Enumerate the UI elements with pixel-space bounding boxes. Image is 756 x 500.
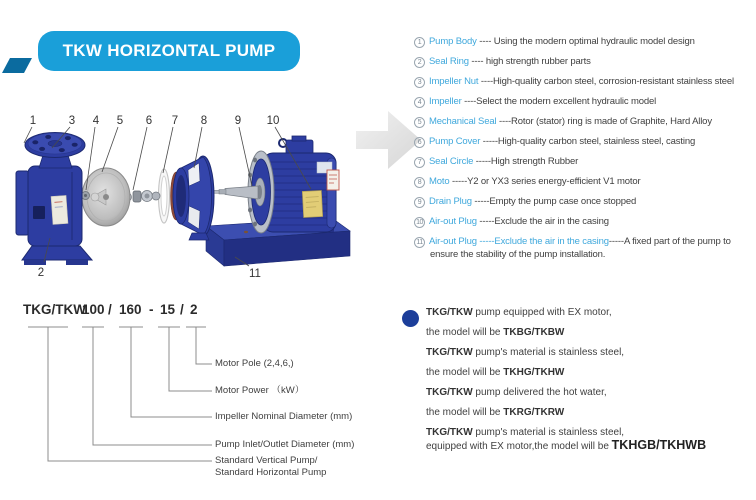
- callout-7: 7: [171, 115, 179, 127]
- part-desc: ----High-quality carbon steel, corrosion-resistant stainless steel: [478, 76, 734, 87]
- right-arrow-icon: [356, 111, 421, 169]
- variant-line: the model will be TKRG/TKRW: [426, 407, 565, 418]
- variant-line: the model will be TKBG/TKBW: [426, 327, 565, 338]
- part-term: Pump Cover: [429, 136, 481, 147]
- part-list-item: [414, 176, 752, 189]
- part-desc: ----Select the modern excellent hydraulic model: [461, 96, 657, 107]
- part-number-badge: 2: [414, 57, 425, 68]
- callout-2: 2: [37, 267, 45, 279]
- impeller-nut: [82, 192, 90, 200]
- motor: [248, 136, 339, 233]
- part-term: Seal Circle: [429, 156, 474, 167]
- part-term: Air-out Plug -----Exclude the air in the casing: [429, 236, 609, 247]
- variant-line: TKG/TKW pump's material is stainless steel,: [426, 427, 625, 438]
- part-list-item: [414, 76, 752, 89]
- part-term: Mechanical Seal: [429, 116, 497, 127]
- callout-4: 4: [92, 115, 100, 127]
- model-label-standard-vert: Standard Vertical Pump/: [215, 455, 318, 466]
- model-token-sep3: /: [180, 302, 184, 317]
- part-list-item: [414, 36, 752, 49]
- callout-11: 11: [249, 268, 261, 280]
- pump-cover: [171, 156, 215, 240]
- model-token-inlet: 100: [82, 302, 105, 317]
- part-list-item: [414, 236, 752, 261]
- model-token-pole: 2: [190, 302, 198, 317]
- part-term: Drain Plug: [429, 196, 472, 207]
- part-desc: ---- Using the modern optimal hydraulic model design: [476, 36, 695, 47]
- part-desc: -----High strength Rubber: [473, 156, 579, 167]
- model-token-sep2: -: [149, 302, 154, 317]
- part-list-item: [414, 136, 752, 149]
- part-number-badge: 5: [414, 117, 425, 128]
- part-number-badge: 6: [414, 137, 425, 148]
- part-number-badge: 4: [414, 97, 425, 108]
- model-label-inlet-outlet: Pump Inlet/Outlet Diameter (mm): [215, 439, 355, 450]
- part-desc: -----Y2 or YX3 series energy-efficient V1 motor: [449, 176, 641, 187]
- part-number-badge: 3: [414, 77, 425, 88]
- bullet-circle-icon: [402, 310, 419, 327]
- part-desc: ----Rotor (stator) ring is made of Graphite, Hard Alloy: [496, 116, 712, 127]
- part-number-badge: 9: [414, 197, 425, 208]
- callout-8: 8: [200, 115, 208, 127]
- callout-3: 3: [68, 115, 76, 127]
- part-list-item: [414, 156, 752, 169]
- callout-5: 5: [116, 115, 124, 127]
- variant-line: equipped with EX motor,the model will be TKHGB/TKHWB: [426, 438, 707, 452]
- pump-body: [16, 133, 92, 266]
- part-list-item: [414, 216, 752, 229]
- variant-line: the model will be TKHG/TKHW: [426, 367, 565, 378]
- part-number-badge: 10: [414, 217, 425, 228]
- part-number-badge: 7: [414, 157, 425, 168]
- variant-line: TKG/TKW pump delivered the hot water,: [426, 387, 607, 398]
- part-list-item: [414, 196, 752, 209]
- part-list-item: [414, 96, 752, 109]
- variant-code-highlight: TKHGB/TKHWB: [611, 438, 707, 452]
- motor-shaft: [214, 186, 258, 199]
- pump-exploded-diagram: [0, 92, 430, 297]
- page-title: TKW HORIZONTAL PUMP: [62, 41, 276, 60]
- model-label-motor-pole: Motor Pole (2,4,6,): [215, 358, 294, 369]
- part-term: Seal Ring: [429, 56, 469, 67]
- parts-list: [414, 36, 752, 269]
- variants-section: [402, 306, 752, 453]
- model-token-impeller: 160: [119, 302, 142, 317]
- model-label-impeller-diam: Impeller Nominal Diameter (mm): [215, 411, 353, 422]
- part-desc: -----Exclude the air in the casing: [476, 216, 609, 227]
- callout-1: 1: [29, 115, 37, 127]
- part-term: Impeller: [429, 96, 462, 107]
- model-token-sep1: /: [108, 302, 112, 317]
- part-number-badge: 11: [414, 237, 425, 248]
- variant-line: TKG/TKW pump equipped with EX motor,: [426, 307, 612, 318]
- part-term: Moto: [429, 176, 450, 187]
- part-desc: ---- high strength rubber parts: [468, 56, 591, 67]
- part-number-badge: 1: [414, 37, 425, 48]
- model-label-standard-horiz: Standard Horizontal Pump: [215, 467, 327, 478]
- part-list-item: [414, 116, 752, 129]
- callout-6: 6: [145, 115, 153, 127]
- banner-shadow-wedge: [2, 58, 32, 73]
- variant-line: TKG/TKW pump's material is stainless steel,: [426, 347, 625, 358]
- part-number-badge: 8: [414, 177, 425, 188]
- part-list-item: [414, 56, 752, 69]
- model-token-power: 15: [160, 302, 176, 317]
- part-term: Air-out Plug: [429, 216, 477, 227]
- model-token-series: TKG/TKW: [23, 302, 86, 317]
- part-term: Pump Body: [429, 36, 477, 47]
- model-label-motor-power: Motor Power （kW）: [215, 385, 305, 396]
- part-term: Impeller Nut: [429, 76, 479, 87]
- part-desc: -----Empty the pump case once stopped: [471, 196, 637, 207]
- title-banner: [38, 31, 300, 71]
- part-desc: -----A fixed part of the pump to ensure the stability of the pump installation.: [430, 236, 731, 260]
- callout-9: 9: [234, 115, 242, 127]
- part-desc: -----High-quality carbon steel, stainless steel, casting: [480, 136, 696, 147]
- callout-10: 10: [266, 115, 280, 127]
